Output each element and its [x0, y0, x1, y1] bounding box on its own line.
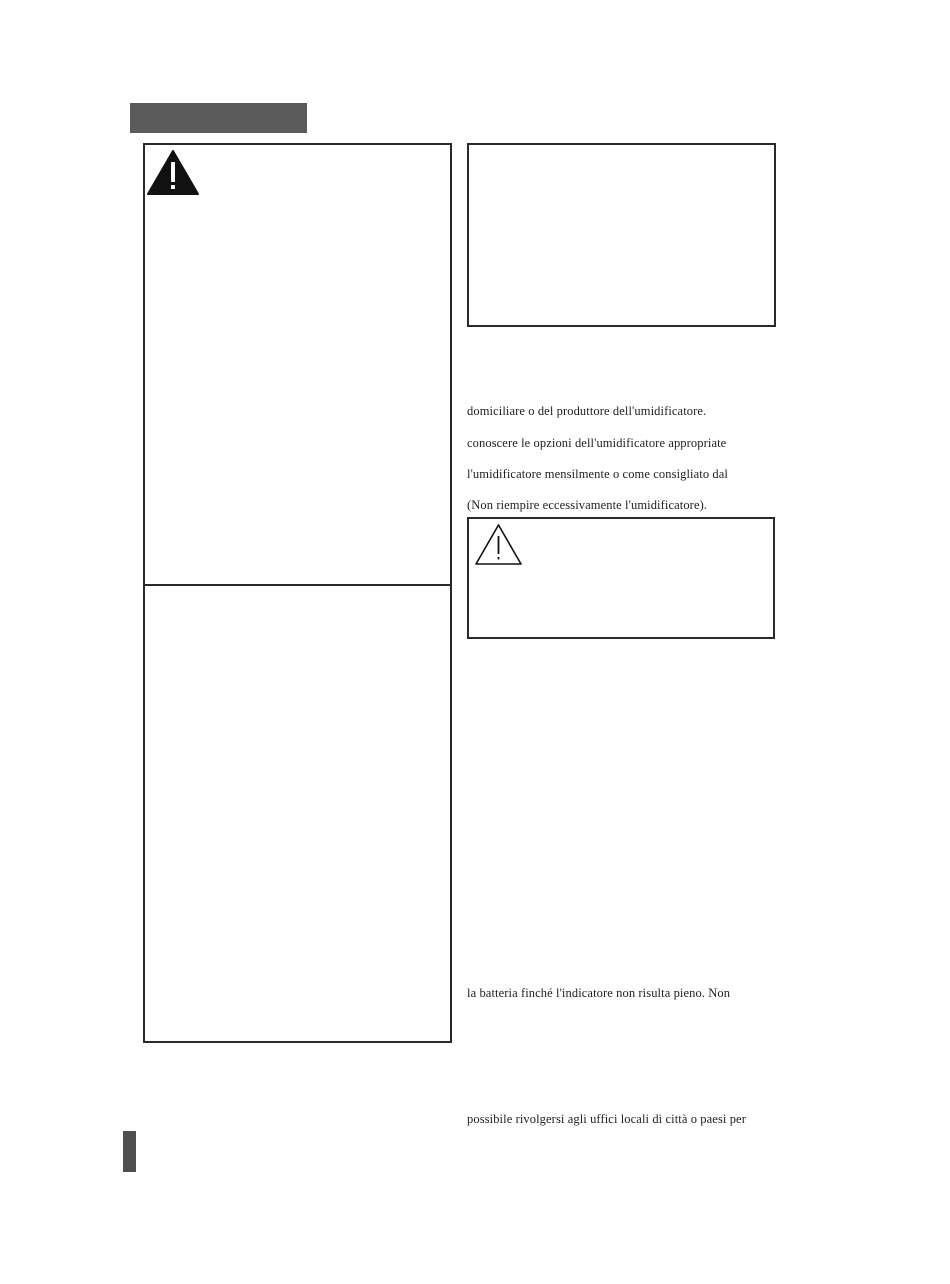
body-text-line: possibile rivolgersi agli uffici locali di città o paesi per	[467, 1112, 746, 1126]
right-info-box	[467, 143, 776, 327]
body-text-line: (Non riempire eccessivamente l'umidificatore).	[467, 498, 708, 512]
page-side-tab	[123, 1131, 136, 1172]
warning-triangle-outline-icon	[474, 523, 523, 566]
left-info-box	[143, 584, 452, 1043]
body-text-line: la batteria finché l'indicatore non risulta pieno. Non	[467, 986, 731, 1000]
body-text-line: l'umidificatore mensilmente o come consigliato dal	[467, 467, 728, 481]
left-warning-box	[143, 143, 452, 586]
warning-triangle-filled-icon	[146, 149, 200, 196]
section-header-bar	[130, 103, 307, 133]
body-text-line: domiciliare o del produttore dell'umidificatore.	[467, 404, 707, 418]
body-text-line: conoscere le opzioni dell'umidificatore appropriate	[467, 436, 727, 450]
